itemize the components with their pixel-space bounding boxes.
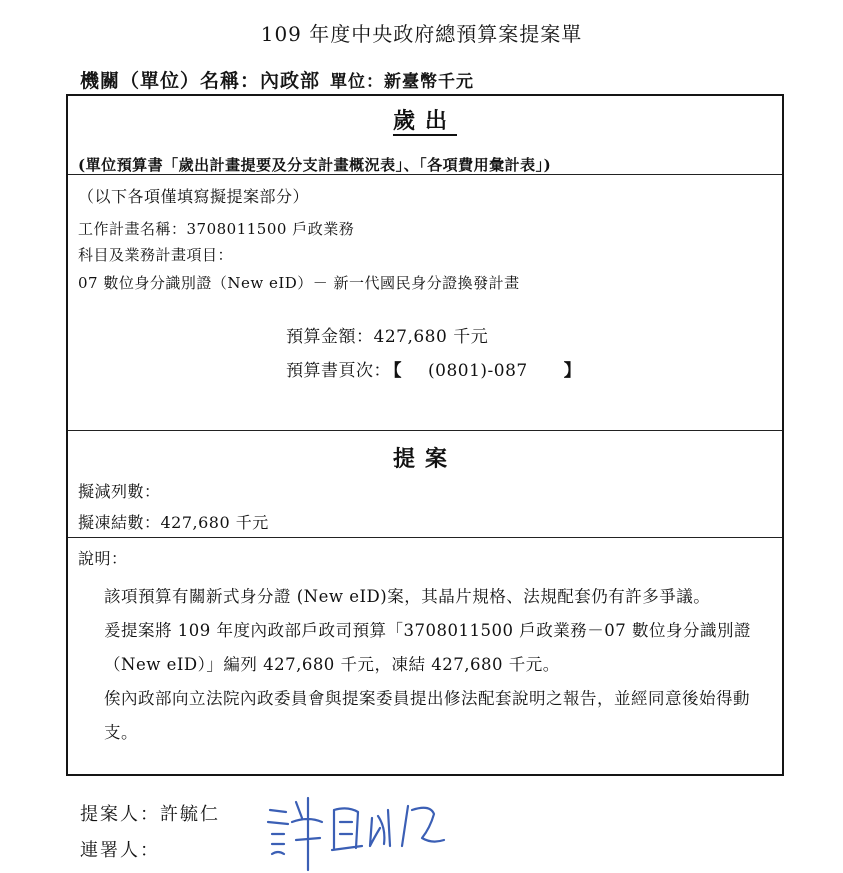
divider: [68, 430, 782, 431]
currency-unit: 單位：新臺幣千元: [330, 72, 475, 92]
agency-name: 機關（單位）名稱：內政部: [80, 70, 321, 92]
reduce-amount: 擬減列數：: [78, 482, 161, 501]
divider: [68, 537, 782, 538]
freeze-amount: 擬凍結數：427,680 千元: [78, 513, 269, 532]
explanation-text: [88, 580, 764, 750]
document-title: 109 年度中央政府總預算案提案單: [260, 22, 583, 46]
bracket-open: 【: [393, 361, 402, 381]
item-value: 07 數位身分識別證（New eID）－ 新一代國民身分證換發計畫: [78, 274, 520, 292]
expenditure-heading: 歲出: [392, 108, 457, 134]
budget-amount: 預算金額：427,680 千元: [286, 327, 489, 347]
agency-line: [80, 66, 474, 93]
budget-page-label: 預算書頁次：: [286, 361, 391, 381]
explanation-paragraph-2: 爰提案將 109 年度內政部戶政司預算「3708011500 戶政業務－07 數位身分識別證（New eID）」編列 427,680 千元，凍結 427,680 千元。: [104, 621, 751, 674]
item-label: 科目及業務計畫項目：: [78, 246, 234, 264]
divider: [68, 174, 782, 175]
form-frame: [66, 94, 784, 776]
budget-page: [286, 356, 581, 381]
explanation-paragraph-1: 該項預算有關新式身分證 (New eID)案，其晶片規格、法規配套仍有許多爭議。: [104, 587, 711, 606]
fill-note: （以下各項僅填寫擬提案部分）: [78, 187, 310, 206]
explanation-paragraph-3: 俟內政部向立法院內政委員會與提案委員提出修法配套說明之報告，並經同意後始得動支。: [104, 689, 750, 742]
explanation-label: 說明：: [78, 549, 128, 568]
proposal-heading: 提案: [392, 446, 457, 472]
cosigner-line: 連署人：: [80, 840, 160, 861]
handwritten-signature: [262, 788, 452, 873]
budget-page-code: (0801)-087: [428, 361, 528, 381]
expenditure-subheading: (單位預算書「歲出計畫提要及分支計畫概況表」、「各項費用彙計表」): [78, 156, 552, 174]
proposer-line: 提案人：許毓仁: [80, 804, 220, 825]
work-plan-name: 工作計畫名稱：3708011500 戶政業務: [78, 220, 355, 238]
bracket-close: 】: [563, 361, 582, 381]
